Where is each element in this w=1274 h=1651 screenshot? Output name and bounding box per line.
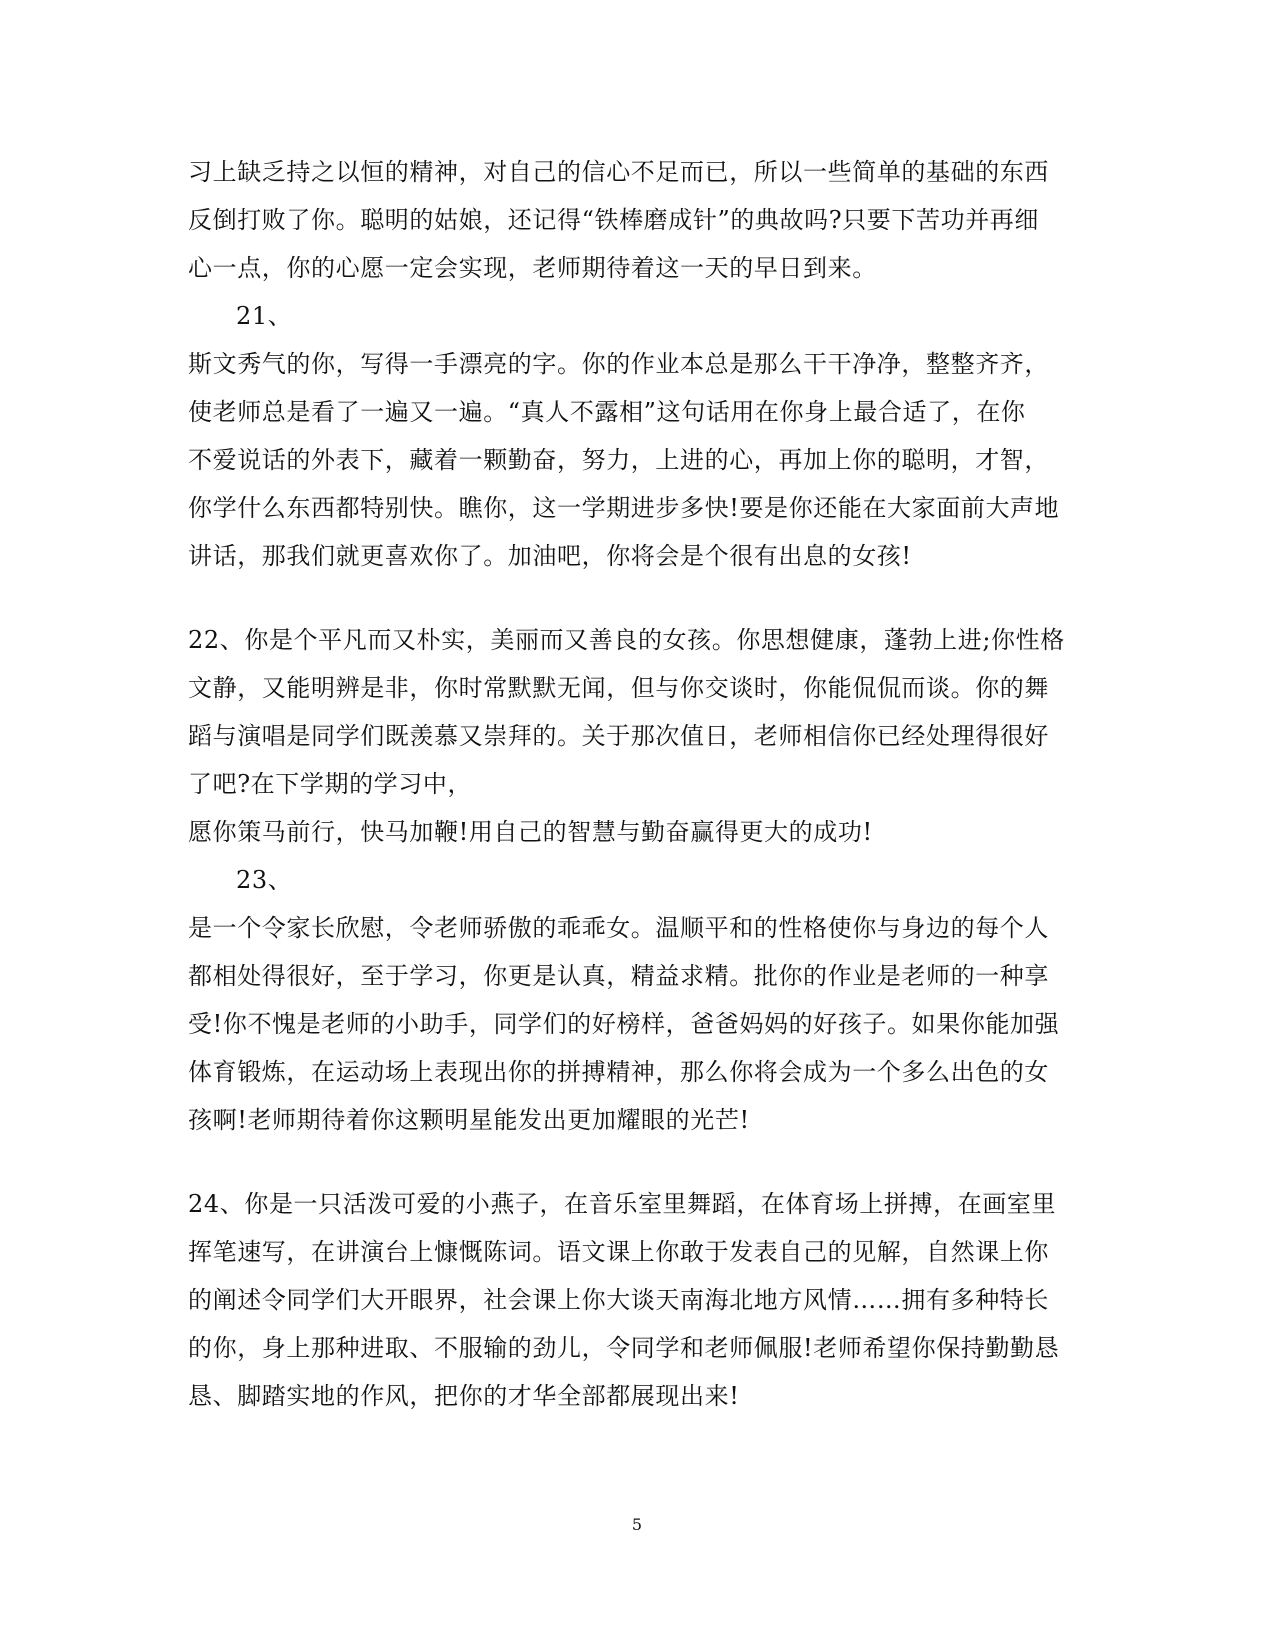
text-line: 习上缺乏持之以恒的精神，对自己的信心不足而已，所以一些简单的基础的东西 bbox=[188, 158, 1049, 186]
text-line: 都相处得很好，至于学习，你更是认真，精益求精。批你的作业是老师的一种享 bbox=[188, 962, 1049, 990]
text-line: 恳、脚踏实地的作风，把你的才华全部都展现出来! bbox=[188, 1382, 740, 1410]
text-line: 心一点，你的心愿一定会实现，老师期待着这一天的早日到来。 bbox=[188, 254, 877, 282]
item-number: 21、 bbox=[236, 302, 293, 330]
text-line: 是一个令家长欣慰，令老师骄傲的乖乖女。温顺平和的性格使你与身边的每个人 bbox=[188, 914, 1049, 942]
text-line: 使老师总是看了一遍又一遍。“真人不露相”这句话用在你身上最合适了，在你 bbox=[188, 398, 1026, 426]
text-line: 蹈与演唱是同学们既羡慕又崇拜的。关于那次值日，老师相信你已经处理得很好 bbox=[188, 722, 1049, 750]
text-line: 的阐述令同学们大开眼界，社会课上你大谈天南海北地方风情……拥有多种特长 bbox=[188, 1286, 1049, 1314]
text-line: 你学什么东西都特别快。瞧你，这一学期进步多快!要是你还能在大家面前大声地 bbox=[188, 494, 1060, 522]
text-line: 了吧?在下学期的学习中， bbox=[188, 770, 473, 798]
page-number: 5 bbox=[631, 1515, 643, 1534]
text-line: 受!你不愧是老师的小助手，同学们的好榜样，爸爸妈妈的好孩子。如果你能加强 bbox=[188, 1010, 1060, 1038]
text-line: 愿你策马前行，快马加鞭!用自己的智慧与勤奋赢得更大的成功! bbox=[188, 818, 873, 846]
text-line: 22、你是个平凡而又朴实，美丽而又善良的女孩。你思想健康，蓬勃上进;你性格 bbox=[188, 626, 1065, 654]
text-line: 的你，身上那种进取、不服输的劲儿，令同学和老师佩服!老师希望你保持勤勤恳 bbox=[188, 1334, 1060, 1362]
text-line: 讲话，那我们就更喜欢你了。加油吧，你将会是个很有出息的女孩! bbox=[188, 542, 912, 570]
text-line: 不爱说话的外表下，藏着一颗勤奋，努力，上进的心，再加上你的聪明，才智， bbox=[188, 446, 1049, 474]
text-line: 孩啊!老师期待着你这颗明星能发出更加耀眼的光芒! bbox=[188, 1106, 750, 1134]
text-line: 挥笔速写，在讲演台上慷慨陈词。语文课上你敢于发表自己的见解，自然课上你 bbox=[188, 1238, 1049, 1266]
text-line: 24、你是一只活泼可爱的小燕子，在音乐室里舞蹈，在体育场上拼搏，在画室里 bbox=[188, 1190, 1057, 1218]
text-line: 体育锻炼，在运动场上表现出你的拼搏精神，那么你将会成为一个多么出色的女 bbox=[188, 1058, 1049, 1086]
text-line: 文静，又能明辨是非，你时常默默无闻，但与你交谈时，你能侃侃而谈。你的舞 bbox=[188, 674, 1049, 702]
text-line: 反倒打败了你。聪明的姑娘，还记得“铁棒磨成针”的典故吗?只要下苦功并再细 bbox=[188, 206, 1040, 234]
text-line: 斯文秀气的你，写得一手漂亮的字。你的作业本总是那么干干净净，整整齐齐， bbox=[188, 350, 1049, 378]
item-number: 23、 bbox=[236, 866, 293, 894]
